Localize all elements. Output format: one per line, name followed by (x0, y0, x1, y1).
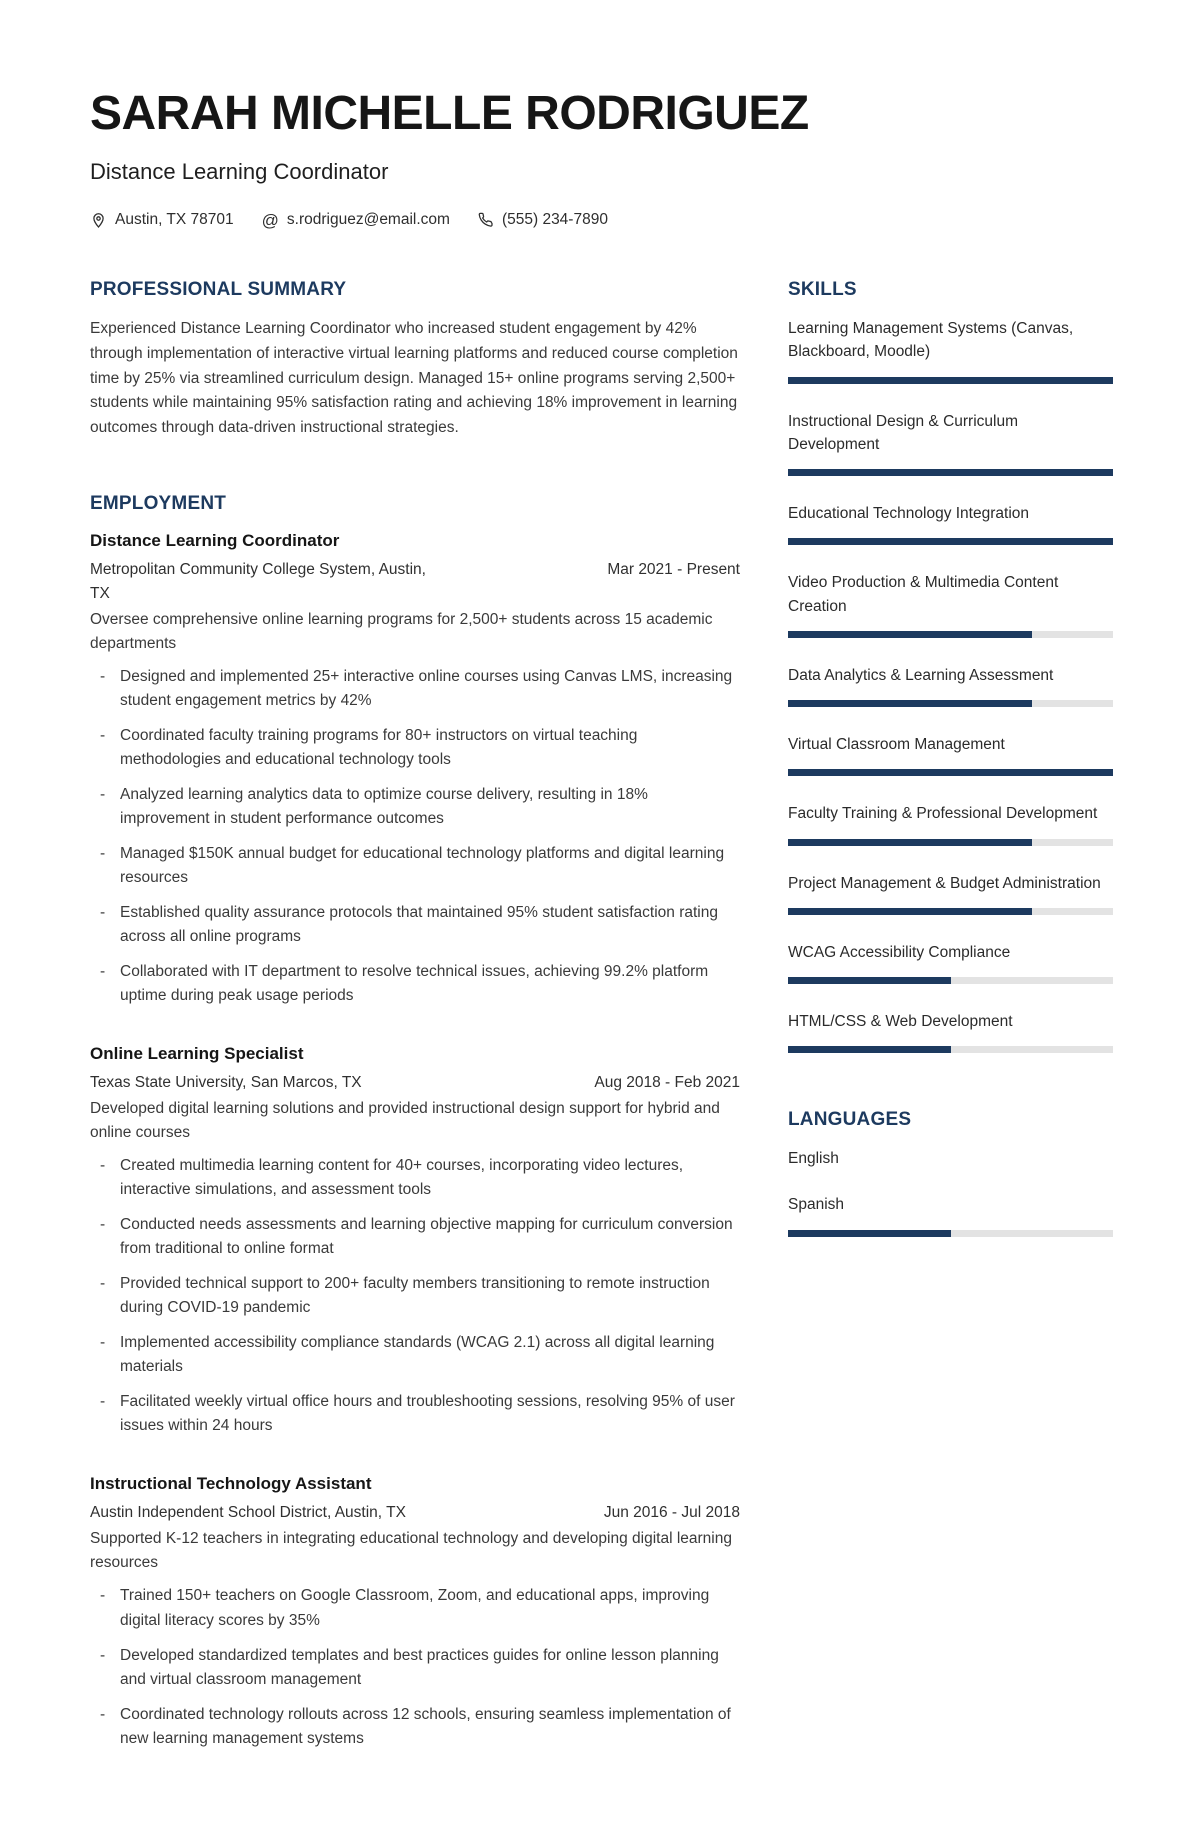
skill-bar-fill (788, 631, 1032, 638)
skill-label: Educational Technology Integration (788, 505, 1029, 522)
skills-section (788, 279, 1113, 1053)
skill-item (788, 410, 1113, 477)
job-title: Instructional Technology Assistant (90, 1474, 372, 1494)
contact-phone (478, 211, 608, 229)
skill-label: Learning Management Systems (Canvas, Blackboard, Moodle) (788, 320, 1074, 361)
job-title: Online Learning Specialist (90, 1044, 304, 1064)
job-bullet: - Facilitated weekly virtual office hours and troubleshooting sessions, resolving 95% of user issues within 24 hours (100, 1390, 740, 1438)
skill-label: HTML/CSS & Web Development (788, 1013, 1013, 1030)
skill-bar-fill (788, 977, 951, 984)
job-bullet: - Implemented accessibility compliance standards (WCAG 2.1) across all digital learning materials (100, 1331, 740, 1379)
skill-bar-track (788, 469, 1113, 476)
skill-bar-track (788, 769, 1113, 776)
job-dates: Mar 2021 - Present (607, 560, 740, 578)
skill-item (788, 664, 1113, 707)
skill-label: Project Management & Budget Administration (788, 874, 1101, 892)
skill-label: Instructional Design & Curriculum Development (788, 412, 1019, 453)
job-dates: Aug 2018 - Feb 2021 (594, 1074, 740, 1092)
left-column (90, 279, 740, 1787)
employment-section (90, 493, 740, 1751)
skill-bar-track (788, 631, 1113, 638)
skills-list (788, 317, 1113, 1053)
job-description: Developed digital learning solutions and provided instructional design support for hybrid and online courses (90, 1100, 720, 1142)
job-bullet: - Analyzed learning analytics data to optimize course delivery, resulting in 18% improvement in student performance outcomes (100, 783, 740, 831)
language-label: Spanish (788, 1195, 845, 1213)
skill-bar-fill (788, 469, 1113, 476)
jobs-list (90, 531, 740, 1751)
job-bullet: - Trained 150+ teachers on Google Classroom, Zoom, and educational apps, improving digital literacy scores by 35% (100, 1584, 740, 1632)
skill-item (788, 872, 1113, 915)
job-meta (90, 1501, 740, 1525)
skill-item (788, 1010, 1113, 1053)
person-job-title: Distance Learning Coordinator (90, 159, 389, 184)
job-bullet: - Conducted needs assessments and learning objective mapping for curriculum conversion from traditional to online format (100, 1213, 740, 1261)
skill-label: Virtual Classroom Management (788, 736, 1005, 753)
job-dates: Jun 2016 - Jul 2018 (603, 1504, 740, 1522)
job-bullet: - Created multimedia learning content for 40+ courses, incorporating video lectures, interactive simulations, and assessment tools (100, 1154, 740, 1202)
contact-location (90, 211, 234, 229)
language-label: English (788, 1150, 839, 1168)
language-item (788, 1147, 1113, 1170)
summary-text: Experienced Distance Learning Coordinator who increased student engagement by 42% through implementation of interactive virtual learning platforms and reduced course completion time by 25% via streamlined curriculum design. Managed 15+ online programs serving 2,500+ students while maintaining 95% satisfaction rating and achieving 18% improvement in learning outcomes through data-driven instructional strategies. (90, 320, 738, 437)
skill-bar-track (788, 977, 1113, 984)
job-title: Distance Learning Coordinator (90, 530, 340, 550)
job-description: Supported K-12 teachers in integrating educational technology and developing digital learning resources (90, 1530, 732, 1572)
skill-item (788, 317, 1113, 384)
job-meta (90, 1071, 740, 1095)
language-item (788, 1193, 1113, 1237)
resume-header (90, 86, 1113, 229)
skill-item (788, 502, 1113, 545)
job-bullet: - Established quality assurance protocols that maintained 95% student satisfaction rating across all online programs (100, 901, 740, 949)
skill-item (788, 802, 1113, 845)
contact-email (262, 211, 450, 229)
skill-bar-track (788, 839, 1113, 846)
job-entry (90, 1474, 740, 1750)
skill-bar-track (788, 538, 1113, 545)
professional-summary-section (90, 279, 740, 441)
at-sign-icon: @ (261, 210, 279, 230)
job-bullet: - Coordinated technology rollouts across 12 schools, ensuring seamless implementation of new learning management systems (100, 1703, 740, 1751)
skill-item (788, 571, 1113, 638)
contact-phone-text: (555) 234-7890 (501, 211, 608, 228)
job-company: Texas State University, San Marcos, TX (90, 1074, 362, 1092)
skill-bar-fill (788, 839, 1032, 846)
skill-bar-track (788, 377, 1113, 384)
job-company: Metropolitan Community College System, Austin, TX (90, 560, 426, 602)
job-bullet: - Developed standardized templates and best practices guides for online lesson planning and virtual classroom management (100, 1644, 740, 1692)
skill-label: Faculty Training & Professional Development (788, 805, 1098, 823)
person-name: SARAH MICHELLE RODRIGUEZ (90, 87, 809, 140)
skill-item (788, 733, 1113, 776)
job-meta (90, 558, 740, 606)
languages-heading: LANGUAGES (788, 1109, 912, 1131)
contact-location-text: Austin, TX 78701 (115, 211, 234, 228)
job-bullet: - Provided technical support to 200+ faculty members transitioning to remote instruction during COVID-19 pandemic (100, 1272, 740, 1320)
location-pin-icon (90, 212, 107, 229)
job-bullet: - Designed and implemented 25+ interactive online courses using Canvas LMS, increasing student engagement metrics by 42% (100, 665, 740, 713)
job-description: Oversee comprehensive online learning programs for 2,500+ students across 15 academic departments (90, 611, 713, 653)
skill-bar-fill (788, 1046, 951, 1053)
language-bar-fill (788, 1230, 951, 1237)
job-bullets (100, 1154, 740, 1438)
skill-bar-fill (788, 538, 1113, 545)
skill-item (788, 941, 1113, 984)
skill-label: Data Analytics & Learning Assessment (788, 666, 1054, 684)
content-columns (90, 279, 1113, 1787)
skill-bar-track (788, 700, 1113, 707)
summary-heading: PROFESSIONAL SUMMARY (90, 279, 347, 300)
job-bullet: - Collaborated with IT department to resolve technical issues, achieving 99.2% platform uptime during peak usage periods (100, 960, 740, 1008)
employment-heading: EMPLOYMENT (90, 492, 227, 514)
job-entry (90, 531, 740, 1008)
skill-bar-fill (788, 700, 1032, 707)
job-bullet: - Coordinated faculty training programs for 80+ instructors on virtual teaching methodologies and educational technology tools (100, 724, 740, 772)
contact-row (90, 211, 1113, 229)
skill-bar-fill (788, 908, 1032, 915)
phone-icon (478, 212, 494, 228)
skill-bar-track (788, 1046, 1113, 1053)
skill-bar-track (788, 908, 1113, 915)
language-bar-track (788, 1230, 1113, 1237)
skill-bar-fill (788, 377, 1113, 384)
job-company: Austin Independent School District, Austin, TX (90, 1504, 406, 1522)
job-bullets (100, 665, 740, 1008)
job-bullets (100, 1584, 740, 1750)
right-column (788, 279, 1113, 1787)
skill-label: WCAG Accessibility Compliance (788, 943, 1011, 961)
contact-email-text: s.rodriguez@email.com (286, 211, 450, 228)
languages-section (788, 1109, 1113, 1237)
skill-label: Video Production & Multimedia Content Creation (788, 574, 1059, 615)
skills-heading: SKILLS (788, 279, 857, 300)
job-entry (90, 1044, 740, 1438)
languages-list (788, 1147, 1113, 1237)
job-bullet: - Managed $150K annual budget for educational technology platforms and digital learning resources (100, 842, 740, 890)
skill-bar-fill (788, 769, 1113, 776)
